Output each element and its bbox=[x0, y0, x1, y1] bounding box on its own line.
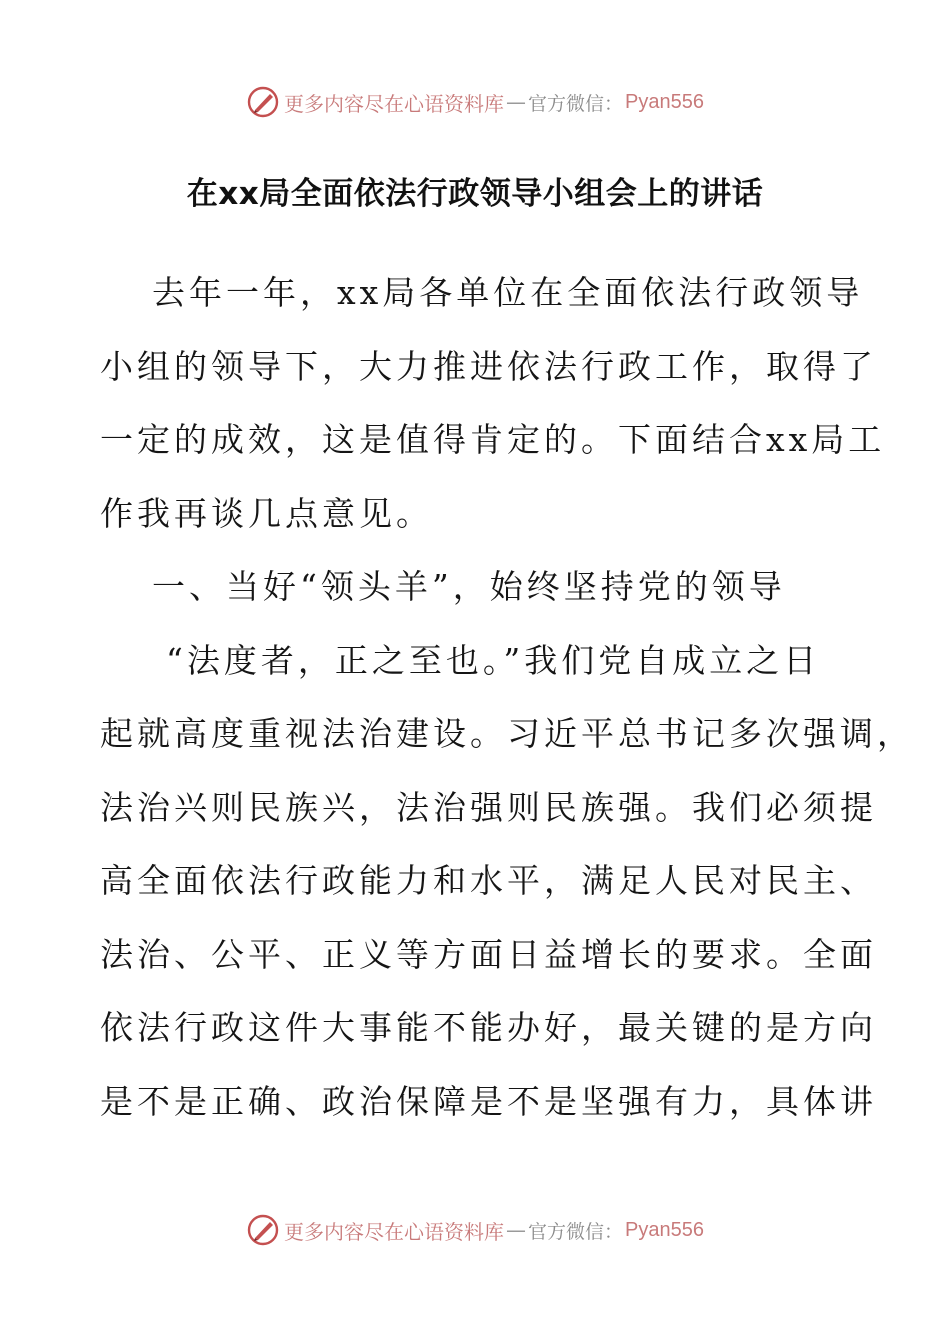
body-line: “法度者，正之至也。”我们党自成立之日 bbox=[166, 640, 821, 680]
watermark-separator: — bbox=[506, 1218, 526, 1242]
document-title: 在xx局全面依法行政领导小组会上的讲话 bbox=[186, 176, 764, 212]
body-line: 依法行政这件大事能不能办好，最关键的是方向 bbox=[100, 1008, 877, 1047]
watermark-wechat-label: 官方微信： bbox=[528, 1220, 624, 1243]
watermark-text: 更多内容尽在心语资料库 bbox=[284, 1219, 504, 1244]
body-line: 去年一年，xx局各单位在全面依法行政领导 bbox=[152, 273, 864, 312]
watermark-wechat-label: 官方微信： bbox=[528, 92, 624, 115]
watermark-footer bbox=[0, 1210, 950, 1250]
body-line: 是不是正确、政治保障是不是坚强有力，具体讲 bbox=[100, 1081, 877, 1121]
body-line: 小组的领导下，大力推进依法行政工作，取得了 bbox=[100, 346, 877, 386]
body-line: 高全面依法行政能力和水平，满足人民对民主、 bbox=[100, 861, 877, 900]
section-heading: 一、当好“领头羊”，始终坚持党的领导 bbox=[152, 567, 786, 606]
body-line: 法治、公平、正义等方面日益增长的要求。全面 bbox=[100, 934, 877, 974]
watermark-wechat-id: Pyan556 bbox=[625, 1218, 704, 1241]
body-line: 起就高度重视法治建设。习近平总书记多次强调， bbox=[100, 714, 914, 753]
watermark-header bbox=[0, 82, 950, 122]
body-line: 作我再谈几点意见。 bbox=[100, 493, 433, 533]
body-line: 一定的成效，这是值得肯定的。下面结合xx局工 bbox=[100, 420, 886, 459]
document-body bbox=[100, 256, 914, 1138]
pen-logo-icon bbox=[246, 1213, 280, 1247]
watermark-text: 更多内容尽在心语资料库 bbox=[284, 91, 504, 116]
watermark-wechat-id: Pyan556 bbox=[625, 90, 704, 113]
watermark-separator: — bbox=[506, 90, 526, 114]
body-line: 法治兴则民族兴，法治强则民族强。我们必须提 bbox=[100, 787, 877, 827]
pen-logo-icon bbox=[246, 85, 280, 119]
